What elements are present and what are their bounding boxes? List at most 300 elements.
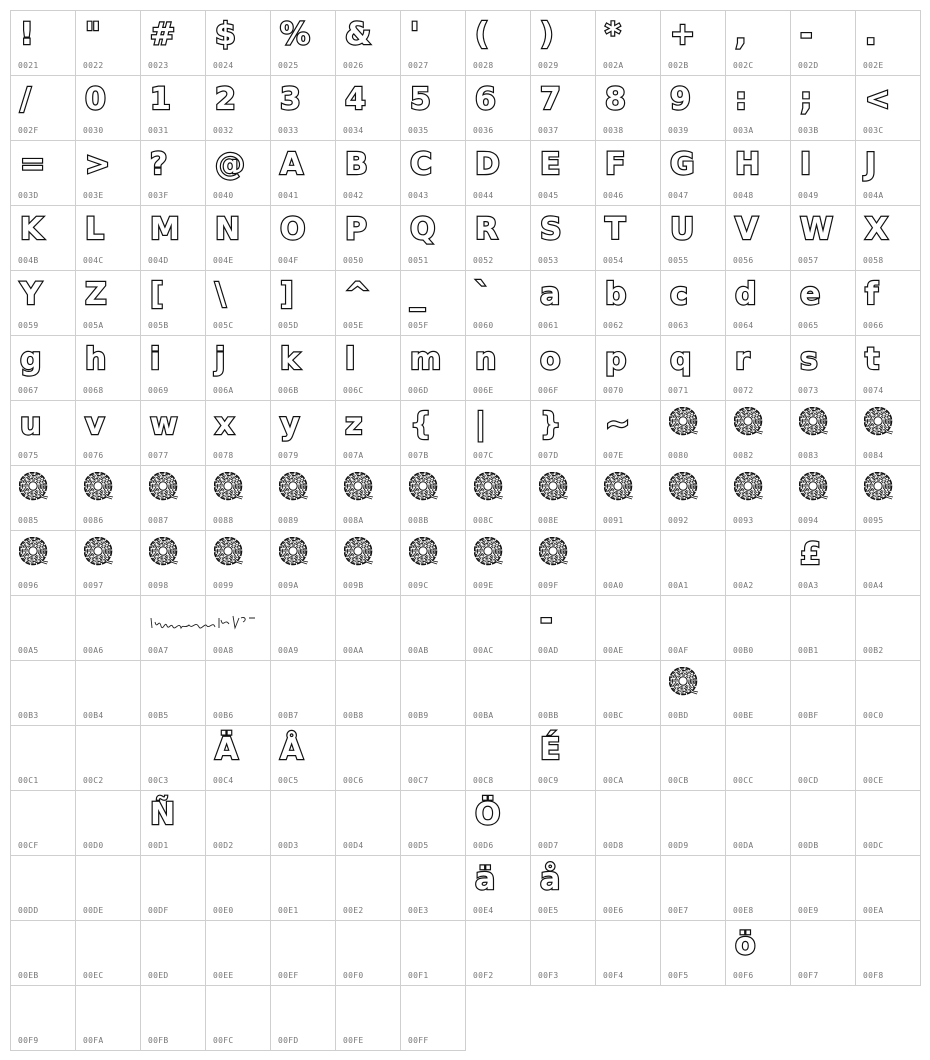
glyph-char: - xyxy=(800,17,812,52)
glyph-cell xyxy=(11,401,76,466)
glyph-code-label: 00DC xyxy=(863,841,884,850)
glyph-code-label: 00ED xyxy=(148,971,169,980)
glyph-cell xyxy=(531,596,596,661)
glyph-cell xyxy=(401,791,466,856)
glyph-code-label: 0071 xyxy=(668,386,689,395)
glyph-char: s xyxy=(800,342,817,377)
glyph-char: å xyxy=(540,862,560,897)
glyph-cell xyxy=(856,921,921,986)
glyph-char: v xyxy=(85,407,104,442)
glyph-code-label: 00EF xyxy=(278,971,299,980)
glyph-code-label: 0046 xyxy=(603,191,624,200)
glyph-char: Ö xyxy=(475,797,500,832)
glyph-code-label: 00A0 xyxy=(603,581,624,590)
glyph-code-label: 0095 xyxy=(863,516,884,525)
glyph-cell xyxy=(401,921,466,986)
glyph-char: Ä xyxy=(215,732,238,767)
glyph-cell xyxy=(596,661,661,726)
glyph-cell xyxy=(271,791,336,856)
swirl-disc-icon xyxy=(734,407,764,437)
glyph-char: J xyxy=(865,147,876,182)
glyph-code-label: 0070 xyxy=(603,386,624,395)
glyph-cell xyxy=(596,791,661,856)
glyph-code-label: 0074 xyxy=(863,386,884,395)
glyph-char: Q xyxy=(410,212,435,247)
glyph-code-label: 00AF xyxy=(668,646,689,655)
glyph-cell xyxy=(596,466,661,531)
glyph-cell xyxy=(401,466,466,531)
glyph-cell xyxy=(206,271,271,336)
glyph-code-label: 00BA xyxy=(473,711,494,720)
glyph-char: d xyxy=(735,277,756,312)
swirl-disc-icon xyxy=(344,537,374,567)
glyph-cell xyxy=(596,271,661,336)
glyph-char: ] xyxy=(280,277,293,312)
glyph-cell xyxy=(141,921,206,986)
glyph-char: y xyxy=(280,407,299,442)
glyph-cell xyxy=(466,661,531,726)
glyph-char: ` xyxy=(475,277,489,312)
swirl-disc-icon xyxy=(214,537,244,567)
glyph-code-label: 00B4 xyxy=(83,711,104,720)
glyph-code-label: 00F9 xyxy=(18,1036,39,1045)
glyph-char: e xyxy=(800,277,820,312)
glyph-cell xyxy=(466,11,531,76)
glyph-cell xyxy=(531,661,596,726)
glyph-code-label: 00B8 xyxy=(343,711,364,720)
glyph-cell xyxy=(141,661,206,726)
glyph-char: f xyxy=(865,277,878,312)
swirl-disc-icon xyxy=(474,537,504,567)
glyph-char: n xyxy=(475,342,496,377)
glyph-code-label: 0075 xyxy=(18,451,39,460)
glyph-cell xyxy=(466,726,531,791)
glyph-char: / xyxy=(20,82,30,117)
glyph-grid xyxy=(10,10,921,1051)
glyph-char: £ xyxy=(800,537,820,572)
glyph-cell xyxy=(726,271,791,336)
glyph-char: a xyxy=(540,277,560,312)
glyph-cell xyxy=(401,141,466,206)
glyph-char: [ xyxy=(150,277,163,312)
glyph-cell xyxy=(401,206,466,271)
glyph-code-label: 0061 xyxy=(538,321,559,330)
glyph-code-label: 0079 xyxy=(278,451,299,460)
glyph-cell xyxy=(726,336,791,401)
glyph-cell xyxy=(596,336,661,401)
glyph-cell xyxy=(76,661,141,726)
glyph-cell xyxy=(596,921,661,986)
glyph-code-label: 007E xyxy=(603,451,624,460)
glyph-cell xyxy=(726,921,791,986)
glyph-cell xyxy=(11,726,76,791)
swirl-disc-icon xyxy=(864,407,894,437)
glyph-code-label: 0024 xyxy=(213,61,234,70)
glyph-code-label: 0042 xyxy=(343,191,364,200)
glyph-code-label: 002A xyxy=(603,61,624,70)
glyph-cell xyxy=(856,856,921,921)
glyph-cell xyxy=(76,921,141,986)
glyph-code-label: 002C xyxy=(733,61,754,70)
glyph-cell xyxy=(856,141,921,206)
glyph-code-label: 00CE xyxy=(863,776,884,785)
glyph-code-label: 00BE xyxy=(733,711,754,720)
glyph-cell xyxy=(336,596,401,661)
glyph-code-label: 00CF xyxy=(18,841,39,850)
glyph-cell xyxy=(661,401,726,466)
glyph-code-label: 00E2 xyxy=(343,906,364,915)
glyph-char: A xyxy=(280,147,303,182)
glyph-code-label: 00B7 xyxy=(278,711,299,720)
glyph-code-label: 00D2 xyxy=(213,841,234,850)
glyph-code-label: 00A5 xyxy=(18,646,39,655)
glyph-char: } xyxy=(540,407,561,442)
glyph-cell xyxy=(336,11,401,76)
glyph-code-label: 0049 xyxy=(798,191,819,200)
glyph-char: * xyxy=(605,17,620,52)
glyph-cell xyxy=(271,986,336,1051)
glyph-cell xyxy=(76,791,141,856)
glyph-char: w xyxy=(150,407,177,442)
glyph-code-label: 0094 xyxy=(798,516,819,525)
glyph-cell xyxy=(271,661,336,726)
glyph-code-label: 00F2 xyxy=(473,971,494,980)
glyph-code-label: 0093 xyxy=(733,516,754,525)
glyph-code-label: 0055 xyxy=(668,256,689,265)
glyph-code-label: 0054 xyxy=(603,256,624,265)
glyph-cell xyxy=(336,856,401,921)
glyph-cell xyxy=(336,726,401,791)
swirl-disc-icon xyxy=(149,537,179,567)
glyph-cell xyxy=(531,206,596,271)
glyph-code-label: 007A xyxy=(343,451,364,460)
glyph-code-label: 0023 xyxy=(148,61,169,70)
glyph-char: H xyxy=(735,147,760,182)
glyph-cell xyxy=(271,856,336,921)
glyph-char: h xyxy=(85,342,106,377)
swirl-disc-icon xyxy=(344,472,374,502)
glyph-cell xyxy=(466,401,531,466)
glyph-char: c xyxy=(670,277,687,312)
glyph-code-label: 003C xyxy=(863,126,884,135)
glyph-cell xyxy=(466,336,531,401)
glyph-cell xyxy=(856,11,921,76)
glyph-code-label: 00A6 xyxy=(83,646,104,655)
glyph-char: U xyxy=(670,212,694,247)
glyph-cell xyxy=(531,76,596,141)
glyph-cell xyxy=(206,986,271,1051)
glyph-cell xyxy=(726,791,791,856)
glyph-cell xyxy=(271,141,336,206)
glyph-code-label: 0067 xyxy=(18,386,39,395)
glyph-char: Ñ xyxy=(150,797,175,832)
glyph-cell xyxy=(206,661,271,726)
glyph-char: I xyxy=(800,147,811,182)
glyph-char: ' xyxy=(410,17,419,52)
glyph-cell xyxy=(11,791,76,856)
glyph-char: ; xyxy=(800,82,811,117)
glyph-code-label: 006C xyxy=(343,386,364,395)
glyph-code-label: 0078 xyxy=(213,451,234,460)
glyph-code-label: 004B xyxy=(18,256,39,265)
glyph-code-label: 009B xyxy=(343,581,364,590)
glyph-code-label: 00BB xyxy=(538,711,559,720)
glyph-char: D xyxy=(475,147,499,182)
glyph-char: ä xyxy=(475,862,495,897)
glyph-code-label: 005C xyxy=(213,321,234,330)
glyph-cell xyxy=(11,921,76,986)
glyph-cell xyxy=(76,271,141,336)
glyph-cell xyxy=(76,76,141,141)
glyph-char: = xyxy=(20,147,45,182)
glyph-char: " xyxy=(85,17,100,52)
glyph-cell xyxy=(271,531,336,596)
swirl-disc-icon xyxy=(149,472,179,502)
glyph-cell xyxy=(336,466,401,531)
glyph-char: ) xyxy=(540,17,553,52)
glyph-code-label: 0021 xyxy=(18,61,39,70)
glyph-char: K xyxy=(20,212,43,247)
glyph-code-label: 008C xyxy=(473,516,494,525)
glyph-code-label: 008B xyxy=(408,516,429,525)
glyph-code-label: 00B0 xyxy=(733,646,754,655)
glyph-char: 5 xyxy=(410,82,430,117)
glyph-code-label: 00A9 xyxy=(278,646,299,655)
glyph-code-label: 00A2 xyxy=(733,581,754,590)
glyph-cell xyxy=(76,596,141,661)
glyph-cell xyxy=(726,401,791,466)
glyph-code-label: 00C9 xyxy=(538,776,559,785)
glyph-cell xyxy=(661,206,726,271)
glyph-cell xyxy=(271,921,336,986)
glyph-code-label: 006F xyxy=(538,386,559,395)
glyph-cell xyxy=(336,141,401,206)
glyph-code-label: 0063 xyxy=(668,321,689,330)
glyph-code-label: 00D1 xyxy=(148,841,169,850)
glyph-code-label: 00B2 xyxy=(863,646,884,655)
glyph-code-label: 00C5 xyxy=(278,776,299,785)
glyph-code-label: 00C1 xyxy=(18,776,39,785)
glyph-char: 8 xyxy=(605,82,625,117)
glyph-cell xyxy=(791,726,856,791)
glyph-code-label: 00AC xyxy=(473,646,494,655)
glyph-code-label: 0091 xyxy=(603,516,624,525)
glyph-code-label: 0082 xyxy=(733,451,754,460)
glyph-code-label: 007B xyxy=(408,451,429,460)
glyph-char: ( xyxy=(475,17,488,52)
glyph-char: > xyxy=(85,147,110,182)
glyph-code-label: 0084 xyxy=(863,451,884,460)
glyph-code-label: 00CA xyxy=(603,776,624,785)
glyph-code-label: 00BD xyxy=(668,711,689,720)
glyph-char: p xyxy=(605,342,626,377)
glyph-code-label: 00DD xyxy=(18,906,39,915)
glyph-code-label: 00F4 xyxy=(603,971,624,980)
glyph-cell xyxy=(791,791,856,856)
glyph-cell xyxy=(531,921,596,986)
glyph-char: Y xyxy=(20,277,41,312)
glyph-code-label: 00E7 xyxy=(668,906,689,915)
glyph-code-label: 0045 xyxy=(538,191,559,200)
glyph-cell xyxy=(531,141,596,206)
glyph-code-label: 00F5 xyxy=(668,971,689,980)
glyph-cell xyxy=(206,336,271,401)
glyph-char: F xyxy=(605,147,625,182)
glyph-cell xyxy=(271,76,336,141)
glyph-cell xyxy=(141,531,206,596)
glyph-code-label: 0087 xyxy=(148,516,169,525)
glyph-cell xyxy=(661,791,726,856)
glyph-cell xyxy=(206,856,271,921)
glyph-char: ? xyxy=(150,147,167,182)
glyph-code-label: 002B xyxy=(668,61,689,70)
swirl-disc-icon xyxy=(799,472,829,502)
swirl-disc-icon xyxy=(539,472,569,502)
glyph-cell xyxy=(726,726,791,791)
glyph-cell xyxy=(141,856,206,921)
glyph-char: B xyxy=(345,147,367,182)
glyph-code-label: 008A xyxy=(343,516,364,525)
glyph-cell xyxy=(856,401,921,466)
glyph-char: E xyxy=(540,147,560,182)
glyph-code-label: 00D0 xyxy=(83,841,104,850)
glyph-code-label: 0073 xyxy=(798,386,819,395)
glyph-code-label: 0025 xyxy=(278,61,299,70)
glyph-cell xyxy=(271,596,336,661)
glyph-cell xyxy=(726,596,791,661)
glyph-char: j xyxy=(215,342,225,377)
glyph-char: g xyxy=(20,342,41,377)
glyph-cell xyxy=(791,11,856,76)
glyph-code-label: 00F3 xyxy=(538,971,559,980)
glyph-cell xyxy=(856,466,921,531)
glyph-code-label: 0064 xyxy=(733,321,754,330)
glyph-code-label: 0027 xyxy=(408,61,429,70)
glyph-code-label: 00CB xyxy=(668,776,689,785)
glyph-cell xyxy=(791,76,856,141)
glyph-char: % xyxy=(280,17,310,52)
glyph-code-label: 006B xyxy=(278,386,299,395)
glyph-code-label: 009F xyxy=(538,581,559,590)
swirl-disc-icon xyxy=(409,537,439,567)
glyph-cell xyxy=(206,76,271,141)
glyph-char: + xyxy=(670,17,695,52)
glyph-cell xyxy=(336,661,401,726)
glyph-char: q xyxy=(670,342,691,377)
glyph-code-label: 0060 xyxy=(473,321,494,330)
glyph-cell xyxy=(271,726,336,791)
glyph-cell xyxy=(401,401,466,466)
glyph-cell xyxy=(336,271,401,336)
glyph-cell xyxy=(401,596,466,661)
glyph-code-label: 003B xyxy=(798,126,819,135)
glyph-cell xyxy=(531,11,596,76)
glyph-cell xyxy=(141,791,206,856)
glyph-code-label: 00DE xyxy=(83,906,104,915)
glyph-code-label: 00AA xyxy=(343,646,364,655)
glyph-code-label: 00C4 xyxy=(213,776,234,785)
glyph-char: - xyxy=(540,602,552,637)
glyph-code-label: 0062 xyxy=(603,321,624,330)
glyph-code-label: 00A8 xyxy=(213,646,234,655)
glyph-code-label: 00AB xyxy=(408,646,429,655)
glyph-code-label: 00E9 xyxy=(798,906,819,915)
glyph-char: ~ xyxy=(605,407,630,442)
glyph-code-label: 00CC xyxy=(733,776,754,785)
glyph-cell xyxy=(791,271,856,336)
glyph-code-label: 00D5 xyxy=(408,841,429,850)
glyph-code-label: 004D xyxy=(148,256,169,265)
glyph-cell xyxy=(726,206,791,271)
glyph-code-label: 009A xyxy=(278,581,299,590)
glyph-cell xyxy=(726,466,791,531)
glyph-cell xyxy=(336,76,401,141)
glyph-cell xyxy=(531,401,596,466)
glyph-code-label: 00FB xyxy=(148,1036,169,1045)
glyph-code-label: 0036 xyxy=(473,126,494,135)
glyph-code-label: 002D xyxy=(798,61,819,70)
glyph-cell xyxy=(661,856,726,921)
glyph-code-label: 00B6 xyxy=(213,711,234,720)
glyph-char: P xyxy=(345,212,366,247)
glyph-code-label: 0056 xyxy=(733,256,754,265)
glyph-cell xyxy=(336,531,401,596)
glyph-code-label: 00D3 xyxy=(278,841,299,850)
glyph-cell xyxy=(661,76,726,141)
glyph-cell xyxy=(271,11,336,76)
glyph-cell xyxy=(11,206,76,271)
glyph-code-label: 0092 xyxy=(668,516,689,525)
glyph-cell xyxy=(661,336,726,401)
glyph-char: Å xyxy=(280,732,303,767)
glyph-cell xyxy=(661,271,726,336)
glyph-cell xyxy=(596,726,661,791)
glyph-code-label: 0058 xyxy=(863,256,884,265)
glyph-cell xyxy=(271,206,336,271)
glyph-char: T xyxy=(605,212,625,247)
glyph-cell xyxy=(856,206,921,271)
glyph-cell xyxy=(791,596,856,661)
glyph-cell xyxy=(466,466,531,531)
glyph-cell xyxy=(661,661,726,726)
glyph-code-label: 004E xyxy=(213,256,234,265)
glyph-code-label: 00DB xyxy=(798,841,819,850)
glyph-cell xyxy=(596,401,661,466)
glyph-code-label: 00FE xyxy=(343,1036,364,1045)
glyph-code-label: 007C xyxy=(473,451,494,460)
glyph-cell xyxy=(856,726,921,791)
glyph-cell xyxy=(661,11,726,76)
glyph-code-label: 00BC xyxy=(603,711,624,720)
glyph-cell xyxy=(531,726,596,791)
glyph-code-label: 00C6 xyxy=(343,776,364,785)
glyph-cell xyxy=(76,726,141,791)
glyph-cell xyxy=(11,986,76,1051)
glyph-char: @ xyxy=(215,147,244,182)
glyph-code-label: 00A1 xyxy=(668,581,689,590)
glyph-code-label: 006A xyxy=(213,386,234,395)
glyph-cell xyxy=(11,76,76,141)
glyph-cell xyxy=(661,141,726,206)
glyph-code-label: 00D7 xyxy=(538,841,559,850)
glyph-code-label: 00EA xyxy=(863,906,884,915)
glyph-cell xyxy=(596,206,661,271)
glyph-code-label: 00B5 xyxy=(148,711,169,720)
glyph-char: 9 xyxy=(670,82,690,117)
glyph-cell xyxy=(726,11,791,76)
glyph-cell xyxy=(141,401,206,466)
glyph-cell xyxy=(791,856,856,921)
